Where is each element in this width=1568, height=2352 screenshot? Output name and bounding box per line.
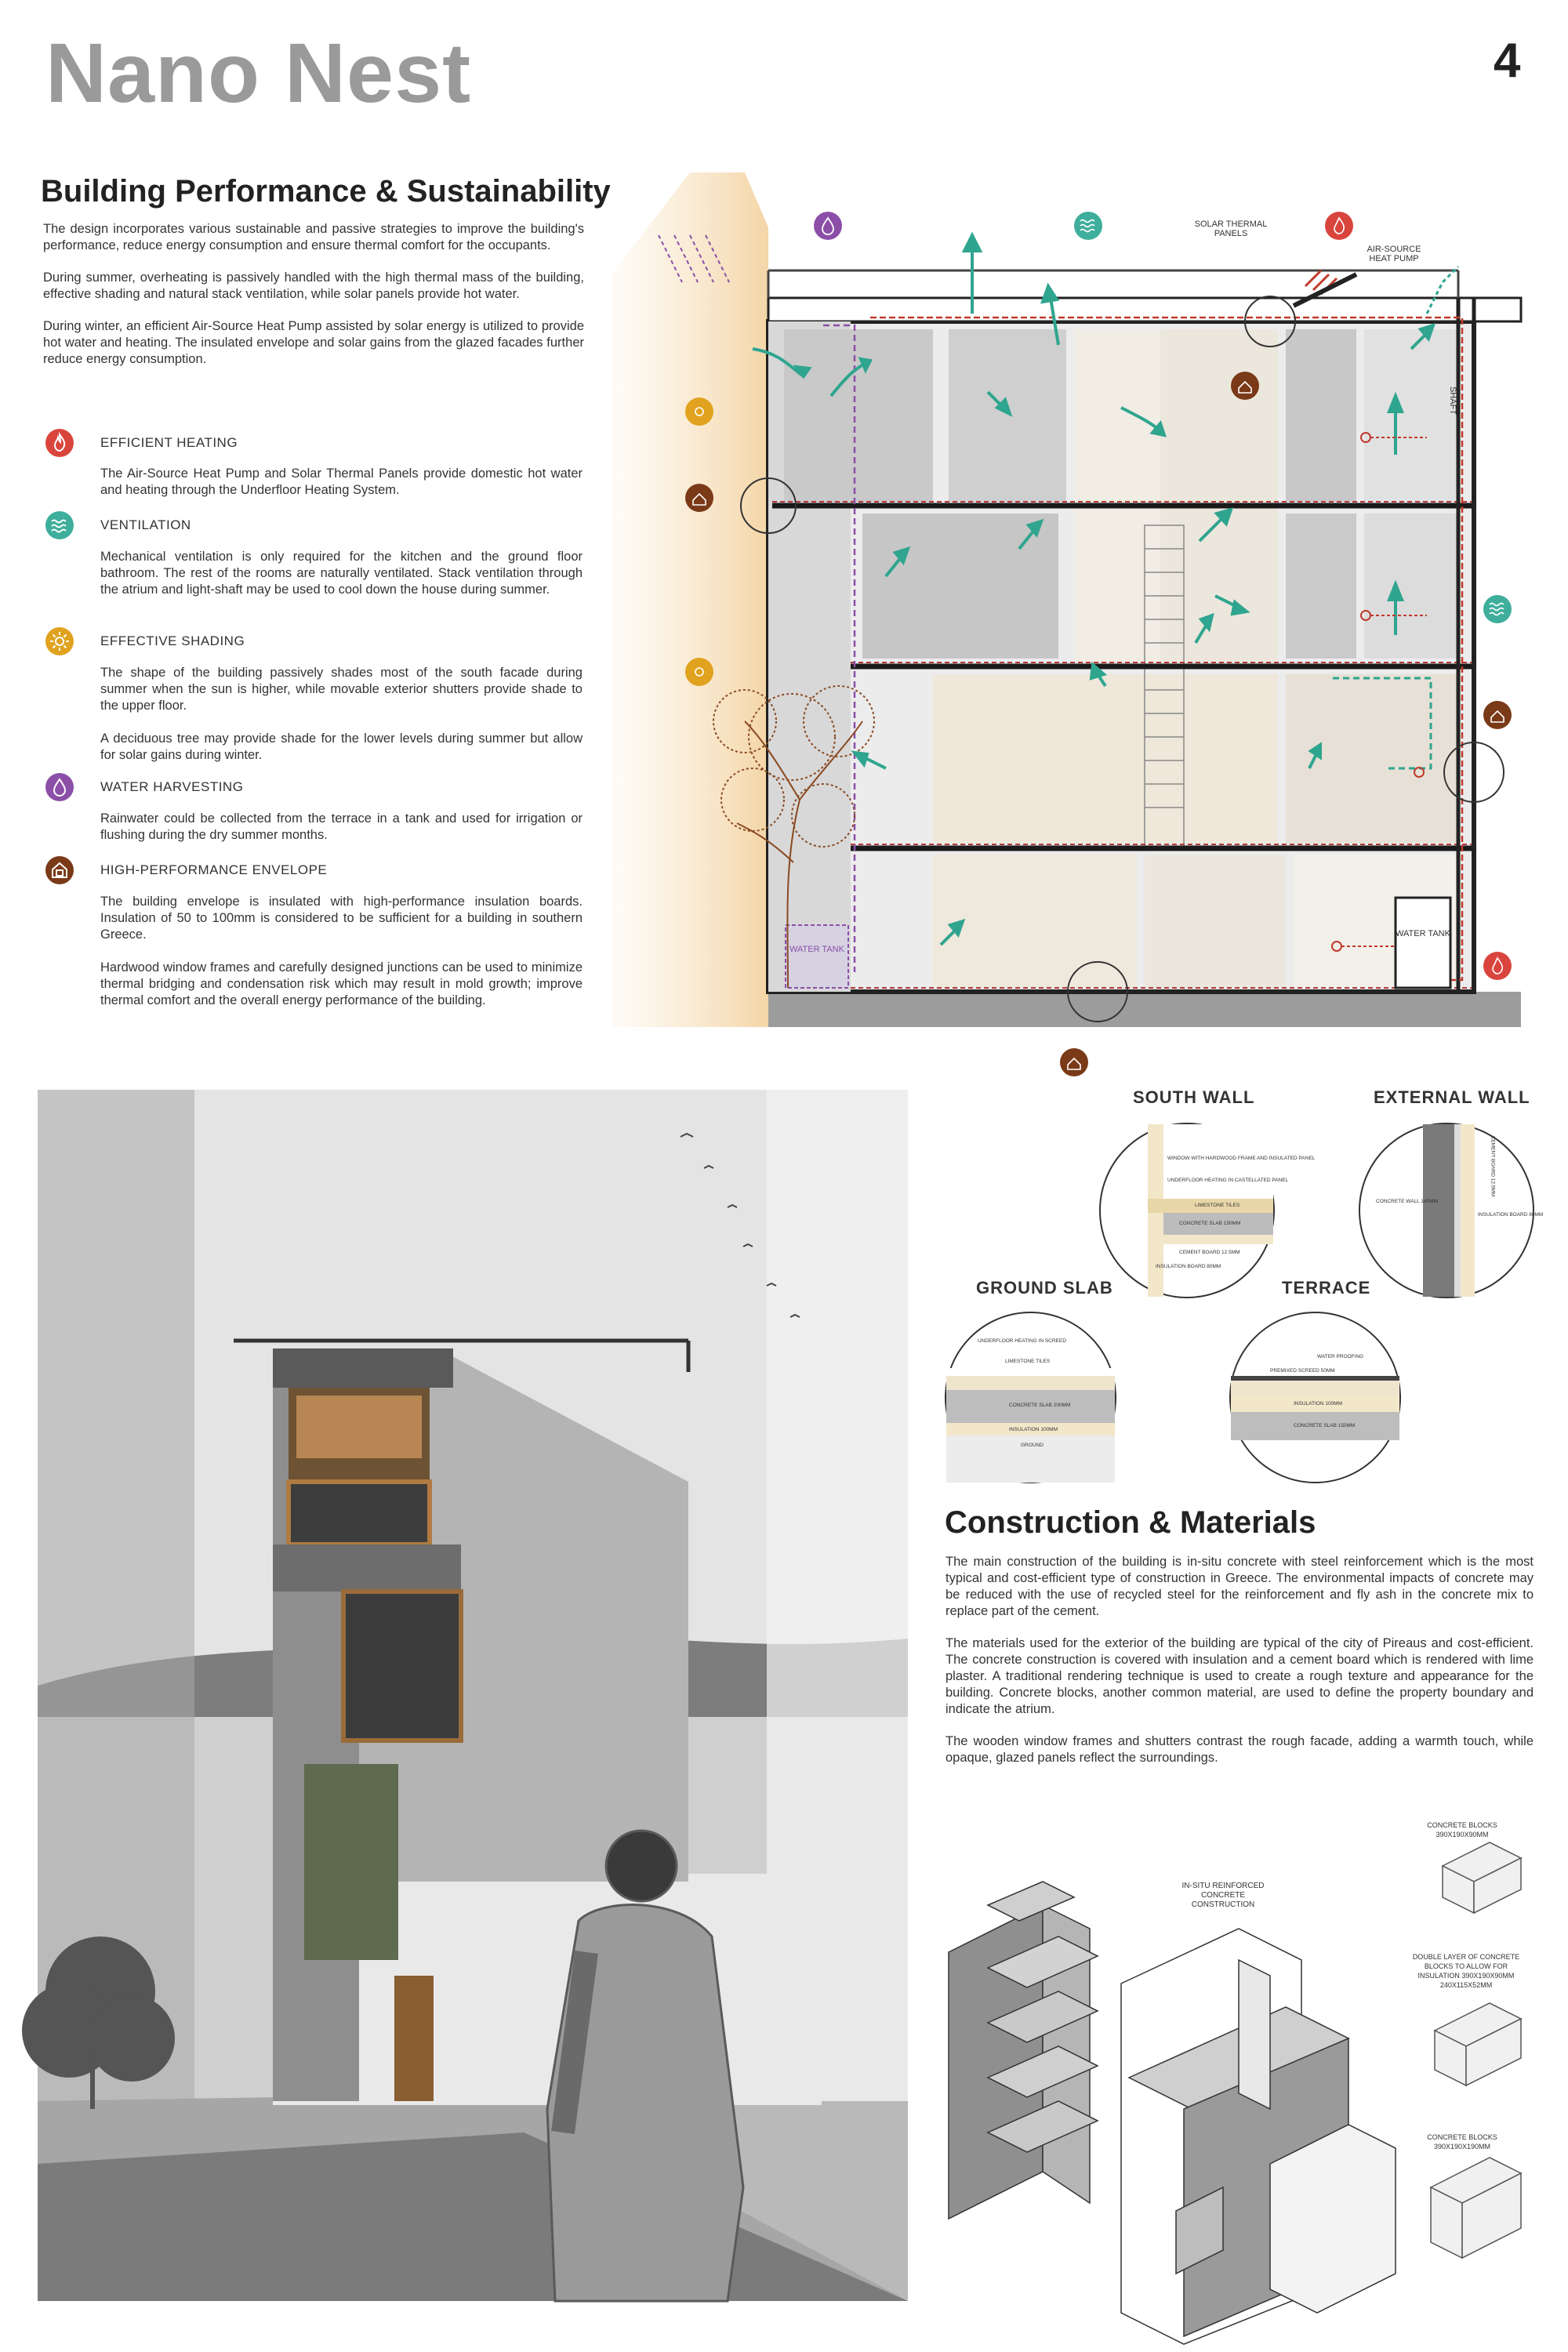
sun-icon [45,627,74,655]
page-title: Nano Nest [45,25,472,120]
axo-blocks2-label: DOUBLE LAYER OF CONCRETE BLOCKS TO ALLOW FOR INSULATION 390X190X90MM 240X115X52MM [1412,1953,1520,1989]
shaft-label: SHAFT [1448,386,1457,416]
performance-paragraph: During winter, an efficient Air-Source Heat Pump assisted by solar energy is utilized to provide hot water and heating. The insulated envelope and solar gains from the glazed facades further reduce energy consumption. [43,319,584,366]
strategy-title: EFFECTIVE SHADING [100,633,245,648]
street-rendering [38,1090,908,2301]
ground-slab-detail [945,1312,1116,1483]
strategy-text: Hardwood window frames and carefully designed junctions can be used to minimize thermal bridging and condensation risk which may result in mold growth; improve thermal comfort and the overall energy performance of the building. [100,960,583,1007]
south-wall-detail [1099,1123,1316,1298]
wind-icon [45,511,74,539]
terrace-note: WATER PROOFING [1317,1354,1364,1359]
external-wall-note: CONCRETE WALL 140MM [1376,1199,1438,1204]
ground-slab-note: GROUND [1021,1443,1044,1448]
ground-slab-note: CONCRETE SLAB 200MM [1009,1403,1071,1408]
south-wall-note: LIMESTONE TILES [1195,1203,1240,1208]
terrace-note: PREMIXED SCREED 50MM [1270,1368,1335,1374]
ground-slab-note: UNDERFLOOR HEATING IN SCREED [978,1338,1066,1344]
rendering-svg [38,1090,908,2301]
strategy-title: VENTILATION [100,517,191,532]
axo-blocks1-label: CONCRETE BLOCKS 390X190X90MM [1427,1821,1497,1838]
axo-blocks3-label: CONCRETE BLOCKS 390X190X190MM [1427,2133,1497,2151]
strategy-title: WATER HARVESTING [100,779,244,794]
external-wall-note: CEMENT BOARD 12.5MM [1490,1135,1496,1197]
house-envelope-icon [45,856,74,884]
strategy-text: Rainwater could be collected from the terrace in a tank and used for irrigation or flushing during the dry summer months. [100,811,583,842]
south-wall-note: WINDOW WITH HARDWOOD FRAME AND INSULATED PANEL [1167,1156,1316,1161]
terrace-detail [1229,1312,1401,1483]
water-drop-icon [45,773,74,801]
water-tank-left-label: WATER TANK [789,945,844,954]
construction-paragraph: The materials used for the exterior of the building are typical of the city of Pireaus and cost-efficient. The concrete construction is covered with insulation and a cement board which is rendered with lime plaster. A traditional rendering technique is used to create a rough texture and appearance for the building. Concrete blocks, another common material, are used to define the property boundary and indicate the atrium. [946,1636,1534,1716]
concrete-blocks [1431,1842,1521,2258]
external-wall-detail [1359,1123,1544,1298]
strategy-text: The Air-Source Heat Pump and Solar Thermal Panels provide domestic hot water and heating through the Underfloor Heating System. [100,466,583,497]
water-tank-right-label: WATER TANK [1396,929,1450,938]
south-wall-note: CONCRETE SLAB 150MM [1179,1221,1241,1226]
construction-heading: Construction & Materials [945,1505,1316,1540]
strategy-text: Mechanical ventilation is only required for the kitchen and the ground floor bathroom. The rest of the rooms are naturally ventilated. Stack ventilation through the atrium and light-shaft may be used to cool down the house during summer. [100,550,583,597]
terrace-title: TERRACE [1282,1278,1371,1298]
south-wall-note: INSULATION BOARD 80MM [1156,1264,1221,1269]
strategy-title: HIGH-PERFORMANCE ENVELOPE [100,862,328,877]
strategy-text: The shape of the building passively shades most of the south facade during summer when the sun is higher, while movable exterior shutters provide shade to the upper floor. [100,666,583,713]
solar-panels-label: SOLAR THERMAL PANELS [1194,220,1268,238]
flame-icon [45,429,74,457]
strategy-text: The building envelope is insulated with high-performance insulation boards. Insulation of 50 to 100mm is considered to be sufficient for a building in southern Greece. [100,895,583,942]
heat-pump-label: AIR-SOURCE HEAT PUMP [1367,245,1421,263]
external-wall-note: INSULATION BOARD 80MM [1478,1212,1544,1218]
external-wall-title: EXTERNAL WALL [1374,1087,1530,1107]
ground-slab-title: GROUND SLAB [976,1278,1113,1298]
axonometric-svg [941,1795,1537,2328]
strategy-title: EFFICIENT HEATING [100,435,238,450]
ground-slab-note: LIMESTONE TILES [1005,1359,1051,1364]
south-wall-title: SOUTH WALL [1133,1087,1255,1107]
performance-paragraph: The design incorporates various sustainable and passive strategies to improve the building's performance, reduce energy consumption and ensure thermal comfort for the occupants. [43,222,584,252]
sun-gradient [612,172,768,1027]
page-number: 4 [1494,34,1521,88]
performance-heading: Building Performance & Sustainability [41,174,611,209]
section-svg [612,172,1537,1082]
construction-paragraph: The wooden window frames and shutters contrast the rough facade, adding a warmth touch, while opaque, glazed panels reflect the surroundings. [946,1734,1534,1765]
south-wall-note: CEMENT BOARD 12.5MM [1179,1250,1240,1255]
ground-slab-note: INSULATION 100MM [1009,1427,1058,1432]
ground [768,992,1521,1027]
south-wall-note: UNDERFLOOR HEATING IN CASTELLATED PANEL [1167,1178,1289,1183]
terrace-note: CONCRETE SLAB 150MM [1294,1423,1356,1428]
performance-intro [43,221,584,368]
performance-paragraph: During summer, overheating is passively handled with the high thermal mass of the building, effective shading and natural stack ventilation, while solar panels provide hot water. [43,270,584,301]
building-section-drawing [612,172,1537,1082]
terrace-note: INSULATION 100MM [1294,1401,1343,1406]
construction-text [946,1554,1534,1766]
strategy-text: A deciduous tree may provide shade for the lower levels during summer but allow for solar gains during winter. [100,731,583,762]
construction-paragraph: The main construction of the building is in-situ concrete with steel reinforcement which is the most typical and cost-efficient type of construction in Greece. The environmental impacts of concrete may be reduced with the use of recycled steel for the reinforcement and fly ash in the concrete mix to replace part of the cement. [946,1555,1534,1618]
axo-main-label: IN-SITU REINFORCED CONCRETE CONSTRUCTION [1181,1882,1265,1909]
axonometric-drawing [941,1795,1537,2328]
water-tank [1396,898,1450,988]
